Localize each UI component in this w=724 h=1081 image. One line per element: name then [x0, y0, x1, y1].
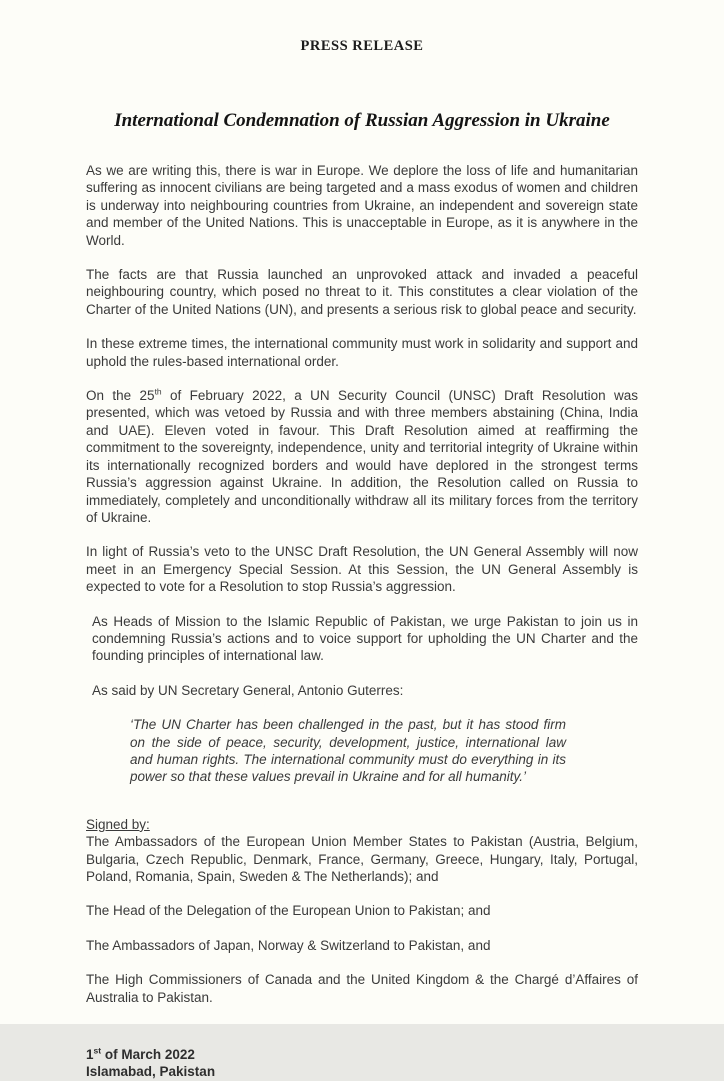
- paragraph-intro: As we are writing this, there is war in Europe. We deplore the loss of life and humanitarian suffering as innocent civilians are being targeted and a mass exodus of women and children is underway into neighbouring countries from Ukraine, an independent and sovereign state and member of the United Nations. This is unacceptable in Europe, as it is anywhere in the World.: [86, 163, 638, 248]
- signature-eu-member-states: The Ambassadors of the European Union Member States to Pakistan (Austria, Belgium, Bulgaria, Czech Republic, Denmark, France, Germany, Greece, Hungary, Italy, Portugal, Poland, Romania, Spain, Sweden & The Netherlands); and: [86, 834, 638, 884]
- place-line: Islamabad, Pakistan: [86, 1064, 216, 1080]
- signed-by-label: Signed by:: [86, 816, 150, 832]
- paragraph-unsc-resolution: [86, 387, 638, 526]
- unsc-resolution-text-post: of February 2022, a UN Security Council (UNSC) Draft Resolution was presented, which was vetoed by Russia and with three members abstaining (China, India and UAE). Eleven voted in favour. This Draft Resolution aimed at reaffirming the commitment to the sovereignty, independence, unity and territorial integrity of Ukraine within its internationally recognized borders and would have deplored in the strongest terms Russia’s aggression against Ukraine. In addition, the Resolution called on Russia to immediately, completely and unconditionally withdraw all its military forces from the territory of Ukraine.: [86, 388, 638, 525]
- document-title: International Condemnation of Russian Aggression in Ukraine: [114, 110, 610, 131]
- signature-canada-uk-australia: The High Commissioners of Canada and the United Kingdom & the Chargé d’Affaires of Australia to Pakistan.: [86, 972, 638, 1005]
- paragraph-guterres-lead-in: As said by UN Secretary General, Antonio Guterres:: [92, 682, 404, 698]
- dateline-block: [86, 1046, 638, 1081]
- date-rest: of March 2022: [101, 1047, 195, 1063]
- signature-eu-delegation-head: The Head of the Delegation of the European Union to Pakistan; and: [86, 903, 491, 919]
- date-day: 1: [86, 1047, 94, 1063]
- signature-japan-norway-switzerland: The Ambassadors of Japan, Norway & Switzerland to Pakistan, and: [86, 937, 491, 953]
- press-release-kicker: PRESS RELEASE: [300, 38, 424, 54]
- paragraph-solidarity: In these extreme times, the international community must work in solidarity and support and uphold the rules-based international order.: [86, 336, 638, 369]
- date-line: [86, 1046, 638, 1063]
- date-day-superscript: st: [93, 1045, 102, 1056]
- paragraph-veto: In light of Russia’s veto to the UNSC Draft Resolution, the UN General Assembly will now meet in an Emergency Special Session. At this Session, the UN General Assembly is expected to vote for a Resolution to stop Russia’s aggression.: [86, 544, 638, 595]
- guterres-quote: ‘The UN Charter has been challenged in the past, but it has stood firm on the side of peace, security, development, justice, international law and human rights. The international community must do everything in its power so that these values prevail in Ukraine and for all humanity.’: [130, 717, 566, 785]
- paragraph-facts: The facts are that Russia launched an unprovoked attack and invaded a peaceful neighbouring country, which posed no threat to it. This constitutes a clear violation of the Charter of the United Nations (UN), and presents a serious risk to global peace and security.: [86, 267, 638, 317]
- unsc-resolution-text-pre: On the 25: [86, 388, 155, 404]
- date-ordinal-superscript: th: [154, 386, 162, 397]
- paragraph-heads-of-mission: As Heads of Mission to the Islamic Republic of Pakistan, we urge Pakistan to join us in condemning Russia’s actions and to voice support for upholding the UN Charter and the founding principles of international law.: [92, 613, 638, 664]
